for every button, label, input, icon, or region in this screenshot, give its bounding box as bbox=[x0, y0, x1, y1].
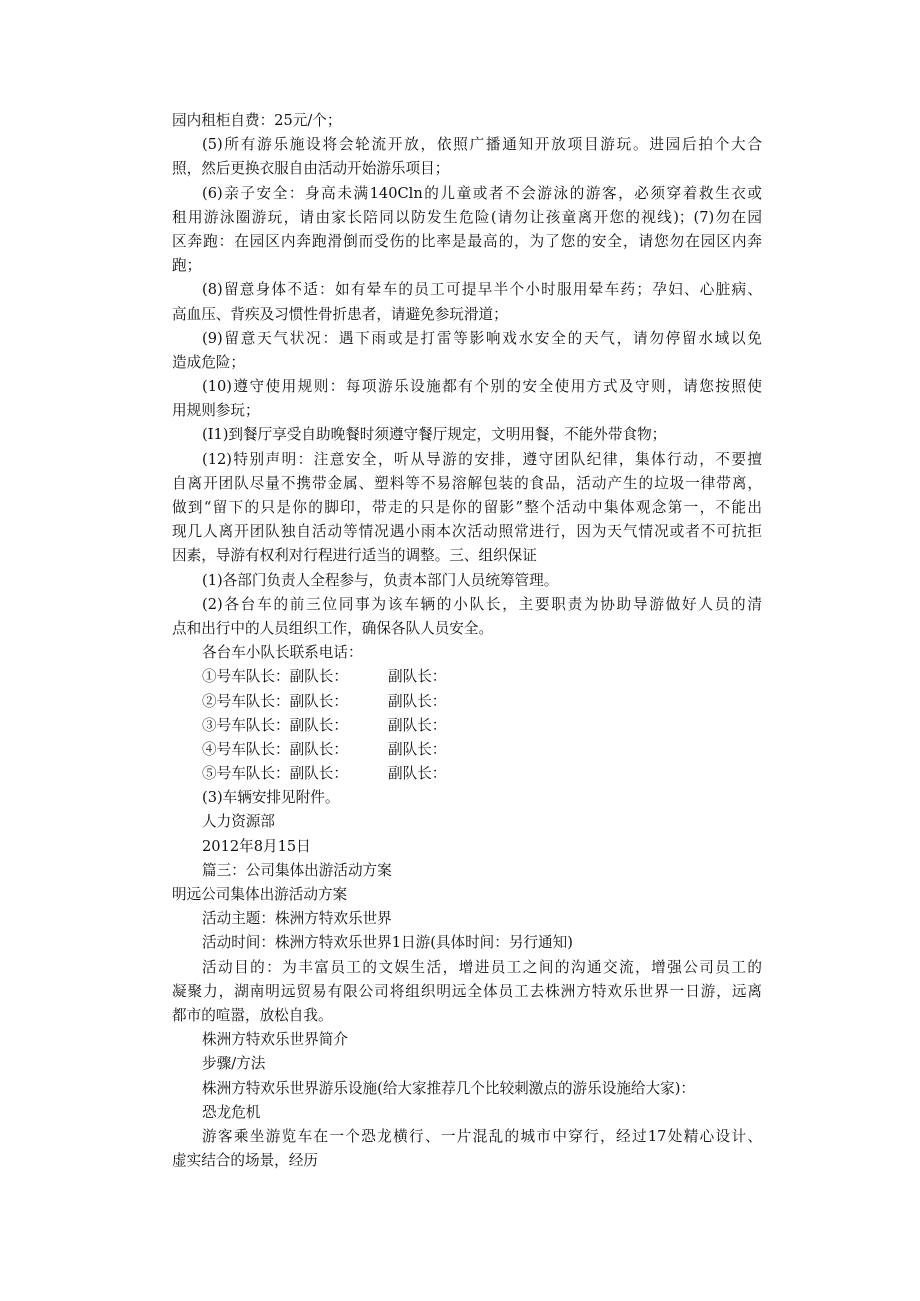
paragraph-line: (2)各台车的前三位同事为该车辆的小队长，主要职责为协助导游做好人员的清 bbox=[202, 595, 762, 613]
contact-deputy-label: 副队长： bbox=[388, 740, 447, 758]
paragraph-line: 租用游泳圈游玩，请由家长陪同以防发生危险(请勿让孩童离开您的视线)；(7)勿在园 bbox=[172, 208, 762, 226]
paragraph-line: 园内租柜自费：25元/个； bbox=[172, 112, 342, 129]
paragraph-line: (3)车辆安排见附件。 bbox=[202, 789, 340, 807]
paragraph-line: 高血压、背疾及习惯性骨折患者，请避免参玩滑道； bbox=[172, 305, 508, 323]
paragraph-line: 造成危险； bbox=[172, 353, 245, 371]
contact-row bbox=[172, 762, 762, 786]
text-block-plan bbox=[172, 786, 762, 1173]
paragraph-line: 现几人离开团队独自活动等情况遇小雨本次活动照常进行，因为天气情况或者不可抗拒 bbox=[172, 523, 762, 541]
contact-deputy-label: 副队长： bbox=[388, 668, 447, 686]
paragraph-line: 区奔跑：在园区内奔跑滑倒而受伤的比率是最高的，为了您的安全，请您勿在园区内奔 bbox=[172, 232, 762, 250]
paragraph-line: 自离开团队尽量不携带金属、塑料等不易溶解包装的食品，活动产生的垃圾一律带离， bbox=[172, 474, 762, 492]
document-body bbox=[172, 109, 762, 1173]
text-block-rules bbox=[172, 109, 762, 665]
paragraph-line: 恐龙危机 bbox=[202, 1103, 261, 1121]
paragraph-line: 株洲方特欢乐世界简介 bbox=[202, 1031, 348, 1049]
contact-leader-label: ②号车队长：副队长： bbox=[202, 692, 348, 710]
paragraph-line: (1)各部门负责人全程参与，负责本部门人员统筹管理。 bbox=[202, 571, 559, 589]
paragraph-line: 活动主题：株洲方特欢乐世界 bbox=[202, 910, 392, 928]
paragraph-line: 照，然后更换衣服自由活动开始游乐项目； bbox=[172, 160, 450, 178]
paragraph-line: 各台车小队长联系电话： bbox=[202, 644, 363, 662]
paragraph-line: 活动时间：株洲方特欢乐世界1日游(具体时间：另行通知) bbox=[202, 934, 573, 952]
paragraph-line: 凝聚力，湖南明远贸易有限公司将组织明远全体员工去株洲方特欢乐世界一日游，远离 bbox=[172, 982, 762, 1000]
paragraph-line: 步骤/方法 bbox=[202, 1055, 266, 1073]
paragraph-line: 篇三：公司集体出游活动方案 bbox=[202, 861, 392, 879]
paragraph-line: (12)特别声明：注意安全，听从导游的安排，遵守团队纪律，集体行动，不要擅 bbox=[202, 450, 762, 468]
paragraph-line: (I1)到餐厅享受自助晚餐时须遵守餐厅规定，文明用餐，不能外带食物； bbox=[202, 426, 667, 444]
contact-row bbox=[172, 738, 762, 762]
paragraph-line: 活动目的：为丰富员工的文娱生活，增进员工之间的沟通交流，增强公司员工的 bbox=[202, 958, 762, 976]
paragraph-line: 跑； bbox=[172, 257, 202, 275]
contact-leader-label: ⑤号车队长：副队长： bbox=[202, 765, 348, 783]
contact-leader-label: ③号车队长：副队长： bbox=[202, 716, 348, 734]
paragraph-line: (5)所有游乐施设将会轮流开放，依照广播通知开放项目游玩。进园后拍个大合 bbox=[202, 136, 762, 154]
paragraph-line: (8)留意身体不适：如有晕车的员工可提早半个小时服用晕车药；孕妇、心脏病、 bbox=[202, 281, 762, 299]
contact-row bbox=[172, 665, 762, 689]
paragraph-line: 做到“留下的只是你的脚印，带走的只是你的留影”整个活动中集体观念第一，不能出 bbox=[172, 499, 762, 516]
contact-deputy-label: 副队长： bbox=[388, 765, 447, 783]
paragraph-line: (6)亲子安全：身高未满140Cln的儿童或者不会游泳的游客，必须穿着救生衣或 bbox=[202, 184, 762, 202]
paragraph-line: 明远公司集体出游活动方案 bbox=[172, 886, 348, 903]
paragraph-line: (10)遵守使用规则：每项游乐设施都有个别的安全使用方式及守则，请您按照使 bbox=[202, 378, 762, 396]
contact-leader-label: ①号车队长：副队长： bbox=[202, 668, 348, 686]
contact-list bbox=[172, 665, 762, 786]
contact-leader-label: ④号车队长：副队长： bbox=[202, 740, 348, 758]
contact-deputy-label: 副队长： bbox=[388, 716, 447, 734]
paragraph-line: 游客乘坐游览车在一个恐龙横行、一片混乱的城市中穿行，经过17处精心设计、 bbox=[202, 1127, 762, 1145]
contact-row bbox=[172, 690, 762, 714]
contact-row bbox=[172, 714, 762, 738]
paragraph-line: 用规则参玩； bbox=[172, 402, 260, 420]
paragraph-line: 人力资源部 bbox=[202, 813, 275, 831]
paragraph-line: 点和出行中的人员组织工作，确保各队人员安全。 bbox=[172, 619, 494, 637]
paragraph-line: 都市的喧嚣，放松自我。 bbox=[172, 1006, 333, 1024]
paragraph-line: 虚实结合的场景，经历 bbox=[172, 1152, 318, 1170]
paragraph-line: 因素，导游有权利对行程进行适当的调整。三、组织保证 bbox=[172, 547, 537, 565]
paragraph-line: 株洲方特欢乐世界游乐设施(给大家推荐几个比较刺激点的游乐设施给大家)： bbox=[202, 1079, 695, 1097]
contact-deputy-label: 副队长： bbox=[388, 692, 447, 710]
paragraph-line: 2012年8月15日 bbox=[202, 837, 311, 855]
paragraph-line: (9)留意天气状况：遇下雨或是打雷等影响戏水安全的天气，请勿停留水域以免 bbox=[202, 329, 762, 347]
